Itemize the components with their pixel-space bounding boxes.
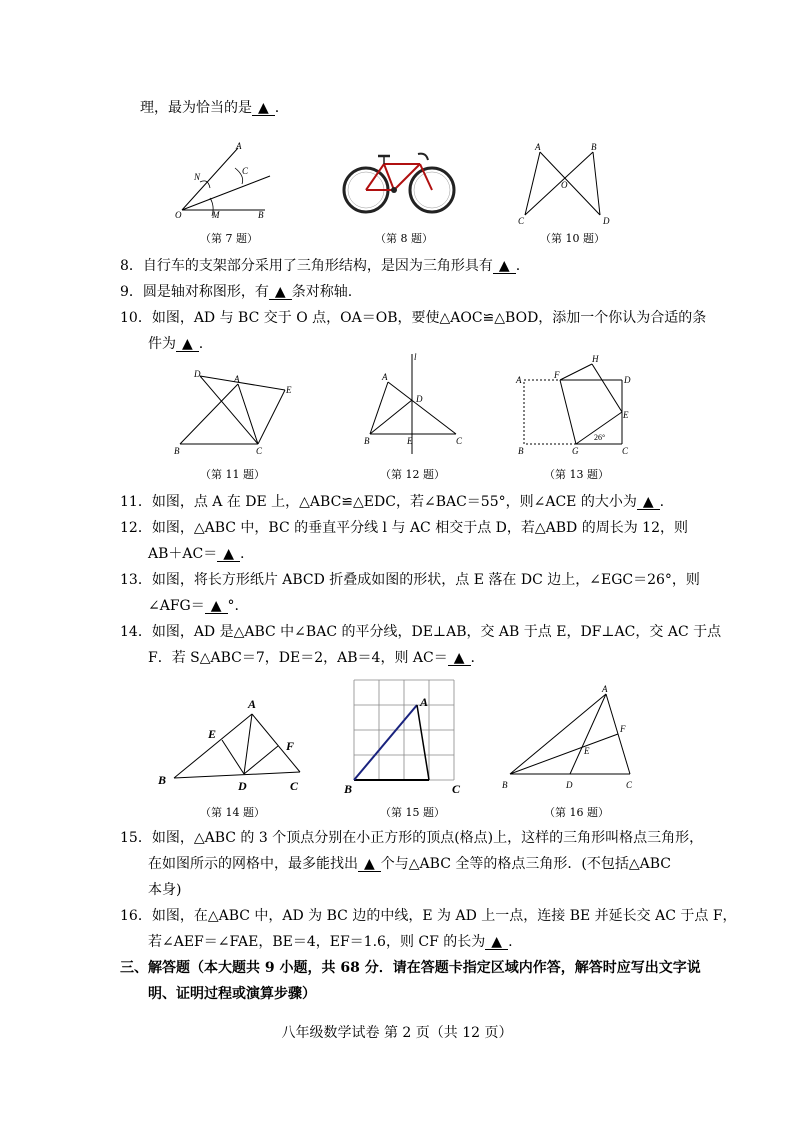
label: D (603, 216, 610, 226)
question-14-line2: F．若 S△ABC＝7，DE＝2，AB＝4，则 AC＝ ▲ . (148, 650, 475, 666)
question-15-line3: 本身) (148, 882, 182, 898)
caption-q15: （第 15 题） (380, 806, 445, 819)
label: M (212, 210, 220, 220)
label: F (286, 739, 295, 753)
label: B (158, 773, 167, 787)
question-10-line2: 件为 ▲ . (148, 336, 204, 352)
section-3-heading-line2: 明、证明过程或演算步骤） (148, 986, 316, 1002)
figure-q16 (498, 682, 638, 797)
label: B (502, 780, 508, 790)
caption-q13: （第 13 题） (544, 468, 609, 481)
caption-q12: （第 12 题） (380, 468, 445, 481)
label: O (561, 180, 568, 190)
question-12-line2: AB＋AC＝ ▲ . (148, 546, 245, 562)
label: A (236, 141, 242, 151)
label: D (194, 369, 201, 379)
question-15-line1: 15．如图，△ABC 的 3 个顶点分别在小正方形的顶点(格点)上，这样的三角形叫格点三角形， (120, 830, 704, 846)
question-10-line1: 10．如图，AD 与 BC 交于 O 点，OA＝OB，要使△AOC≌△BOD，添加一个你认为合适的条 (120, 310, 707, 326)
label: A (234, 374, 240, 384)
label: E (208, 727, 217, 741)
label: F (620, 724, 626, 734)
question-14-line1: 14．如图，AD 是△ABC 中∠BAC 的平分线，DE⊥AB，交 AB 于点 E，DF⊥AC，交 AC 于点 (120, 624, 722, 640)
label: F (554, 370, 560, 380)
section-3-heading: 三、解答题（本大题共 9 小题，共 68 分．请在答题卡指定区域内作答，解答时应写出文字说 (120, 960, 701, 976)
label: G (572, 446, 579, 456)
label: A (516, 375, 522, 385)
answer-blank: ▲ (358, 857, 381, 872)
question-13-line2: ∠AFG＝ ▲ °. (148, 598, 239, 614)
label: A (420, 695, 429, 709)
question-11: 11．如图，点 A 在 DE 上，△ABC≌△EDC，若∠BAC＝55°，则∠ACE 的大小为 ▲ . (120, 494, 665, 510)
label: l (414, 352, 417, 362)
label: B (344, 782, 353, 796)
label: D (566, 780, 573, 790)
figure-q10 (515, 140, 615, 230)
figure-q14 (152, 690, 312, 800)
answer-blank: ▲ (217, 547, 240, 562)
label: D (238, 779, 247, 793)
label: D (416, 394, 423, 404)
caption-q10: （第 10 题） (540, 232, 605, 245)
label: C (622, 446, 629, 456)
label: A (602, 684, 608, 694)
label: A (535, 142, 541, 152)
question-12-line1: 12．如图，△ABC 中，BC 的垂直平分线 l 与 AC 相交于点 D，若△ABD 的周长为 12，则 (120, 520, 688, 536)
label: E (584, 746, 590, 756)
label: C (626, 780, 633, 790)
q7-continuation: 理，最为恰当的是 ▲ . (140, 100, 280, 116)
angle-label: 26° (594, 433, 606, 442)
label: A (382, 372, 388, 382)
figure-q15 (340, 678, 470, 798)
caption-q14: （第 14 题） (200, 806, 265, 819)
figure-q7 (170, 138, 280, 223)
figure-q12 (360, 350, 470, 460)
question-9: 9．圆是轴对称图形，有 ▲ 条对称轴. (120, 284, 353, 300)
bicycle-image (342, 146, 456, 218)
caption-q11: （第 11 题） (200, 468, 265, 481)
page-footer: 八年级数学试卷 第 2 页（共 12 页） (281, 1025, 513, 1041)
caption-q7: （第 7 题） (200, 232, 258, 245)
label: C (518, 216, 525, 226)
label: C (242, 166, 249, 176)
question-16-line2: 若∠AEF＝∠FAE，BE＝4，EF＝1.6，则 CF 的长为 ▲ . (148, 934, 513, 950)
label: B (364, 436, 370, 446)
label: B (258, 210, 264, 220)
answer-blank: ▲ (176, 337, 199, 352)
question-13-line1: 13．如图，将长方形纸片 ABCD 折叠成如图的形状，点 E 落在 DC 边上，∠EGC＝26°，则 (120, 572, 700, 588)
label: B (174, 446, 180, 456)
question-15-line2: 在如图所示的网格中，最多能找出 ▲ 个与△ABC 全等的格点三角形．(不包括△ABC (148, 856, 671, 872)
answer-blank: ▲ (493, 259, 516, 274)
label: C (452, 782, 461, 796)
label: A (248, 697, 257, 711)
label: D (624, 375, 631, 385)
label: C (290, 779, 299, 793)
label: O (175, 210, 182, 220)
caption-q16: （第 16 题） (544, 806, 609, 819)
answer-blank: ▲ (448, 651, 471, 666)
label: E (407, 436, 413, 446)
answer-blank: ▲ (252, 101, 275, 116)
question-8: 8．自行车的支架部分采用了三角形结构，是因为三角形具有 ▲ . (120, 258, 521, 274)
question-16-line1: 16．如图，在△ABC 中，AD 为 BC 边的中线，E 为 AD 上一点，连接 BE 并延长交 AC 于点 F， (120, 908, 737, 924)
label: B (591, 142, 597, 152)
answer-blank: ▲ (485, 935, 508, 950)
answer-blank: ▲ (637, 495, 660, 510)
figure-q13 (512, 350, 637, 460)
figure-q11 (170, 368, 300, 460)
label: H (592, 354, 599, 364)
label: N (194, 172, 201, 182)
label: C (456, 436, 463, 446)
caption-q8: （第 8 题） (375, 232, 433, 245)
answer-blank: ▲ (205, 599, 228, 614)
answer-blank: ▲ (269, 285, 292, 300)
label: E (286, 385, 292, 395)
label: B (518, 446, 524, 456)
label: C (256, 446, 263, 456)
label: E (623, 410, 629, 420)
